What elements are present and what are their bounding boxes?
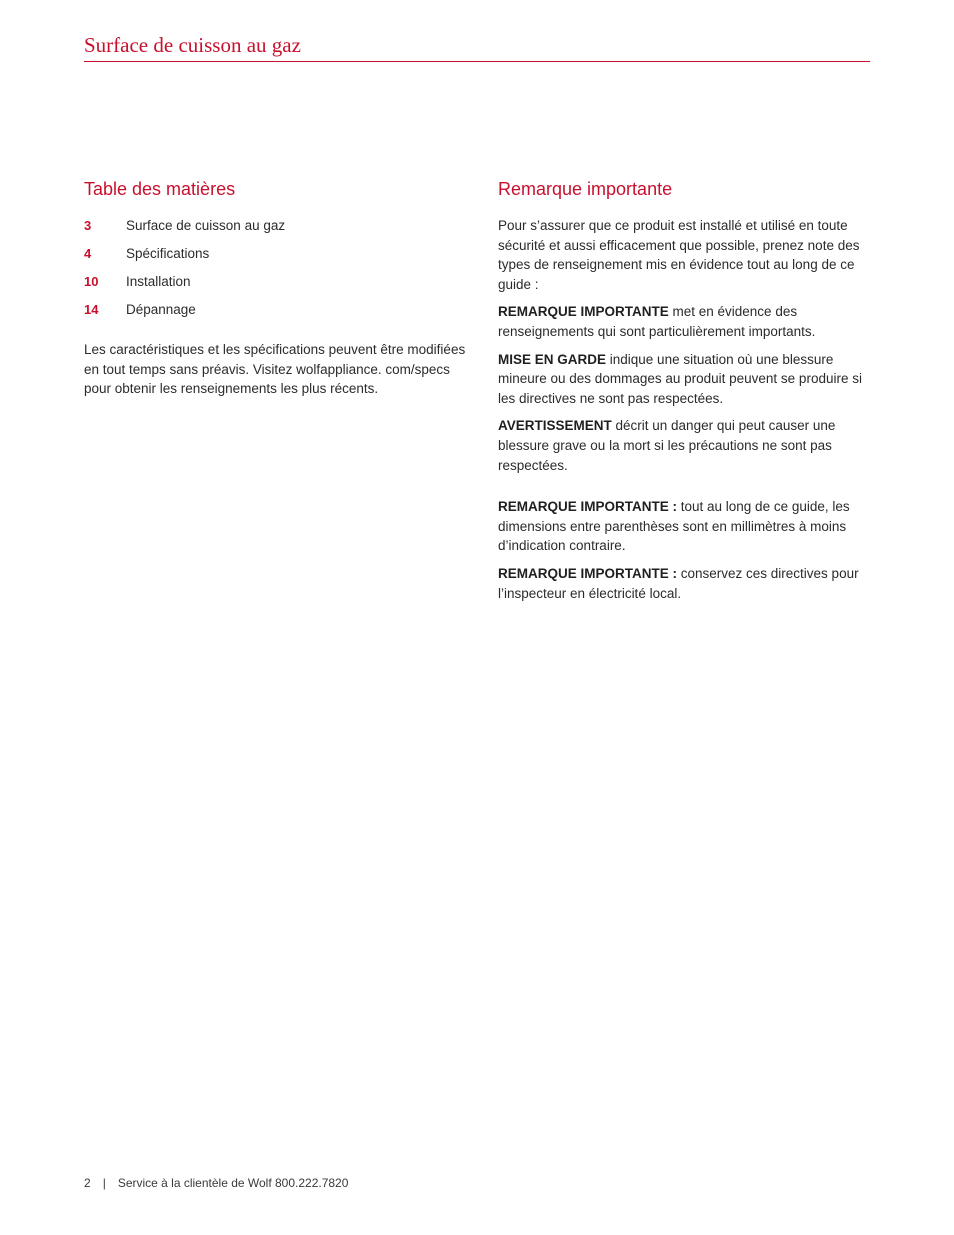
definition-term: REMARQUE IMPORTANTE xyxy=(498,304,669,320)
page-title: Surface de cuisson au gaz xyxy=(84,33,301,57)
customer-service-text: Service à la clientèle de Wolf 800.222.7820 xyxy=(117,1176,349,1190)
toc-item[interactable] xyxy=(84,300,469,328)
toc-item[interactable] xyxy=(84,272,469,300)
toc-list xyxy=(84,216,469,328)
toc-page-number: 4 xyxy=(84,246,92,261)
definition-paragraph xyxy=(498,350,880,409)
important-heading: Remarque importante xyxy=(498,179,673,199)
toc-page-number: 10 xyxy=(84,274,99,289)
definition-term: AVERTISSEMENT xyxy=(498,418,612,434)
footer-separator: | xyxy=(102,1176,106,1190)
table-of-contents xyxy=(84,177,469,399)
definition-term: MISE EN GARDE xyxy=(498,351,607,367)
note-paragraph xyxy=(498,564,880,603)
note-label: REMARQUE IMPORTANTE : xyxy=(498,499,677,515)
toc-label: Dépannage xyxy=(126,302,196,317)
note-text: tout au long de ce guide, les dimensions entre parenthèses sont en millimètres à moins d’indication contraire. xyxy=(498,499,850,554)
page-header xyxy=(84,31,870,62)
toc-item[interactable] xyxy=(84,216,469,244)
toc-label: Surface de cuisson au gaz xyxy=(126,218,286,233)
toc-page-number: 3 xyxy=(84,218,92,233)
toc-item[interactable] xyxy=(84,244,469,272)
note-text: conservez ces directives pour l’inspecteur en électricité local. xyxy=(498,565,859,601)
definition-paragraph xyxy=(498,302,880,341)
toc-page-number: 14 xyxy=(84,302,99,317)
page-footer xyxy=(84,1175,348,1191)
definition-text: indique une situation où une blessure mineure ou des dommages au produit peuvent se produire si les directives ne sont pas respectées. xyxy=(498,351,862,406)
definition-text: décrit un danger qui peut causer une blessure grave ou la mort si les précautions ne sont pas respectées. xyxy=(498,418,836,473)
important-notice xyxy=(498,177,880,611)
toc-label: Installation xyxy=(126,274,191,289)
definition-paragraph xyxy=(498,416,880,475)
note-label: REMARQUE IMPORTANTE : xyxy=(498,565,677,581)
important-intro: Pour s’assurer que ce produit est installé et utilisé en toute sécurité et aussi efficacement que possible, prenez note des types de renseignement mis en évidence tout au long de ce guide : xyxy=(498,218,860,292)
toc-heading: Table des matières xyxy=(84,179,236,199)
page-number: 2 xyxy=(84,1176,91,1190)
toc-label: Spécifications xyxy=(126,246,210,261)
note-paragraph xyxy=(498,497,880,556)
definition-text: met en évidence des renseignements qui sont particulièrement importants. xyxy=(498,304,816,339)
specs-note: Les caractéristiques et les spécifications peuvent être modifiées en tout temps sans préavis. Visitez wolfappliance. com/specs pour obtenir les renseignements les plus récents. xyxy=(84,342,466,397)
